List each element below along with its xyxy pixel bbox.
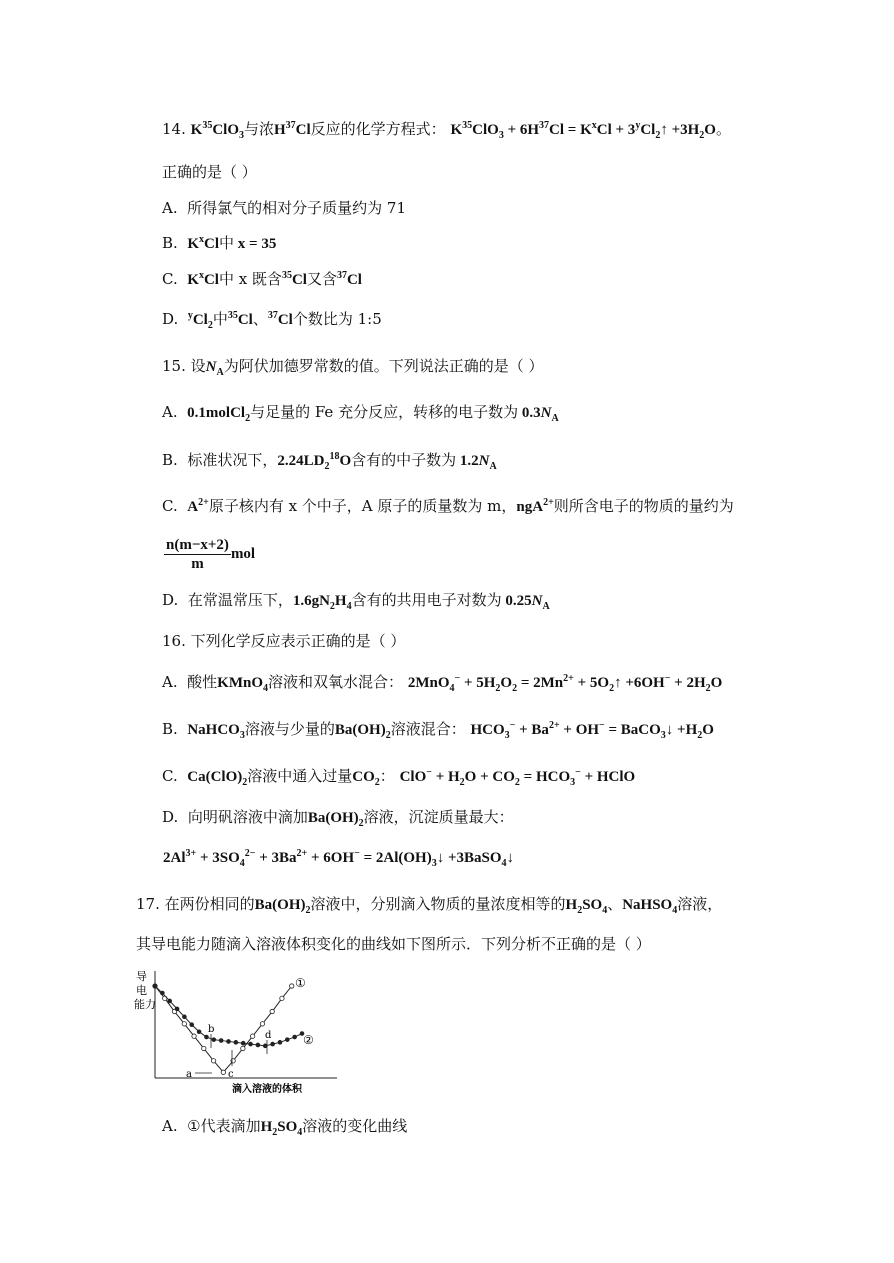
point-label-c: c: [228, 1069, 234, 1080]
series-2-point: [234, 1040, 238, 1044]
series-2-point: [219, 1039, 223, 1043]
formula: $H^{37}Cl$: [274, 120, 311, 138]
series-2-point: [271, 1042, 275, 1046]
series-2-point: [249, 1042, 253, 1046]
q16-option-b[interactable]: B. NaHCO$_3$溶液与少量的$Ba(OH)_2$溶液混合： $HCO_3^- + Ba^{2+} + OH^-$ = BaCO$_3$↓ $+H_2O$: [162, 720, 714, 741]
q15-option-c[interactable]: C. $A^{2+}$原子核内有 x 个中子，A 原子的质量数为 m，ngA$^{2+}$则所含电子的物质的量约为: [162, 497, 734, 515]
series-1-point: [192, 1034, 196, 1038]
series-2-point: [190, 1023, 194, 1027]
series-1-point: [202, 1046, 206, 1050]
q14-stem-line2: 正确的是（ ）: [162, 163, 257, 181]
point-label-b: b: [208, 1024, 215, 1035]
series-2-point: [278, 1040, 282, 1044]
series-2-point: [168, 999, 172, 1003]
q15-option-a[interactable]: A. 0.1molCl$_2$与足量的 Fe 充分反应，转移的电子数为 $0.3N_A$: [162, 403, 559, 424]
q16-option-d[interactable]: D. 向明矾溶液中滴加$Ba(OH)_2$溶液，沉淀质量最大：: [162, 808, 514, 829]
q14-option-b[interactable]: B. $K^xCl$中 x = 35: [162, 234, 277, 252]
x-axis-label: 滴入溶液的体积: [232, 1084, 302, 1095]
formula: $K^{35}ClO_3$: [190, 120, 244, 141]
series-1-point: [260, 1022, 264, 1026]
series-1-point: [211, 1059, 215, 1063]
equation: $K^{35}ClO_3 + 6H^{37}Cl = K^xCl$ + $3^yCl_2↑ +3H_2O$: [450, 120, 716, 141]
series-1-point: [182, 1022, 186, 1026]
q16-option-c[interactable]: C. $Ca(ClO)_2$溶液中通入过量$CO_2$： $ClO^- + H_2O + CO_2 = HCO_3^-$ + HClO: [162, 767, 636, 788]
q17-stem-line2: 其导电能力随滴入溶液体积变化的曲线如下图所示．下列分析不正确的是（ ）: [136, 935, 651, 953]
series-2-point: [285, 1038, 289, 1042]
series-2-point: [197, 1030, 201, 1034]
q16-stem: 16. 下列化学反应表示正确的是（ ）: [162, 632, 406, 650]
q14-option-c[interactable]: C. $K^xCl$中 x 既含$^{35}$Cl又含$^{37}$Cl: [162, 270, 362, 288]
series-label-2: ②: [303, 1033, 314, 1047]
q14-option-d[interactable]: D. $^yCl_2$中$^{35}$Cl、$^{37}$Cl个数比为 1:5: [162, 310, 382, 331]
q16-option-d-equation: $2Al^{3+} + 3SO_4^{2-} + 3Ba^{2+} + 6OH^-$ = $2Al(OH)_3↓$ +3BaSO$_4$↓: [163, 848, 515, 869]
q17-option-a[interactable]: A. ①代表滴加$H_2SO_4$溶液的变化曲线: [162, 1117, 408, 1138]
series-1-point: [241, 1046, 245, 1050]
y-axis-label-3: 能力: [134, 998, 156, 1011]
series-1-point: [290, 984, 294, 988]
series-2-point: [175, 1007, 179, 1011]
series-2-point: [212, 1038, 216, 1042]
series-1-point: [221, 1070, 225, 1074]
series-2-point: [263, 1044, 267, 1048]
point-label-d: d: [265, 1030, 272, 1041]
series-1-point: [250, 1034, 254, 1038]
q15-option-b[interactable]: B. 标准状况下，$2.24LD_2^{18}O$含有的中子数为 $1.2N_A$: [162, 451, 497, 472]
series-1-point: [270, 1009, 274, 1013]
q14-option-a[interactable]: A. 所得氯气的相对分子质量约为 71: [162, 199, 407, 217]
q14-stem: 14. $K^{35}ClO_3$与浓$H^{37}Cl$反应的化学方程式： $K^{35}ClO_3 + 6H^{37}Cl = K^xCl$ + $3^yCl_2↑ +3H_2O$。: [162, 120, 731, 141]
y-axis-label-2: 电: [136, 984, 147, 997]
series-1-point: [280, 996, 284, 1000]
series-label-1: ①: [295, 976, 306, 990]
q15-stem: 15. 设$N_A$为阿伏加德罗常数的值。下列说法正确的是（ ）: [162, 357, 544, 378]
series-2-point: [241, 1041, 245, 1045]
point-label-a: a: [186, 1069, 192, 1080]
series-2-point: [160, 991, 164, 995]
series-2-point: [153, 984, 157, 988]
series-2-point: [205, 1035, 209, 1039]
series-2-point: [256, 1043, 260, 1047]
q16-option-a[interactable]: A. 酸性KMnO$_4$溶液和双氧水混合： $2MnO_4^- + 5H_2O_2 = 2Mn^{2+}$ + $5O_2↑ +6OH^- + 2H_2O$: [162, 673, 723, 694]
series-line-2: [155, 986, 302, 1046]
q15-option-c-fraction: $\frac{n(m-x+2)}{m}$ mol: [166, 536, 256, 572]
series-1-point: [231, 1059, 235, 1063]
series-2-point: [293, 1035, 297, 1039]
q17-stem: 17. 在两份相同的$Ba(OH)_2$溶液中，分别滴入物质的量浓度相等的$H_2SO_4$、NaHSO$_4$溶液，: [136, 895, 723, 916]
y-axis-label-1: 导: [136, 970, 147, 983]
q15-option-d[interactable]: D. 在常温常压下，$1.6gN_2H_4$含有的共用电子对数为 $0.25N_A$: [162, 591, 550, 612]
series-2-point: [227, 1040, 231, 1044]
series-2-point: [183, 1015, 187, 1019]
q14-number: 14.: [162, 120, 186, 138]
conductivity-chart: [132, 966, 342, 1096]
